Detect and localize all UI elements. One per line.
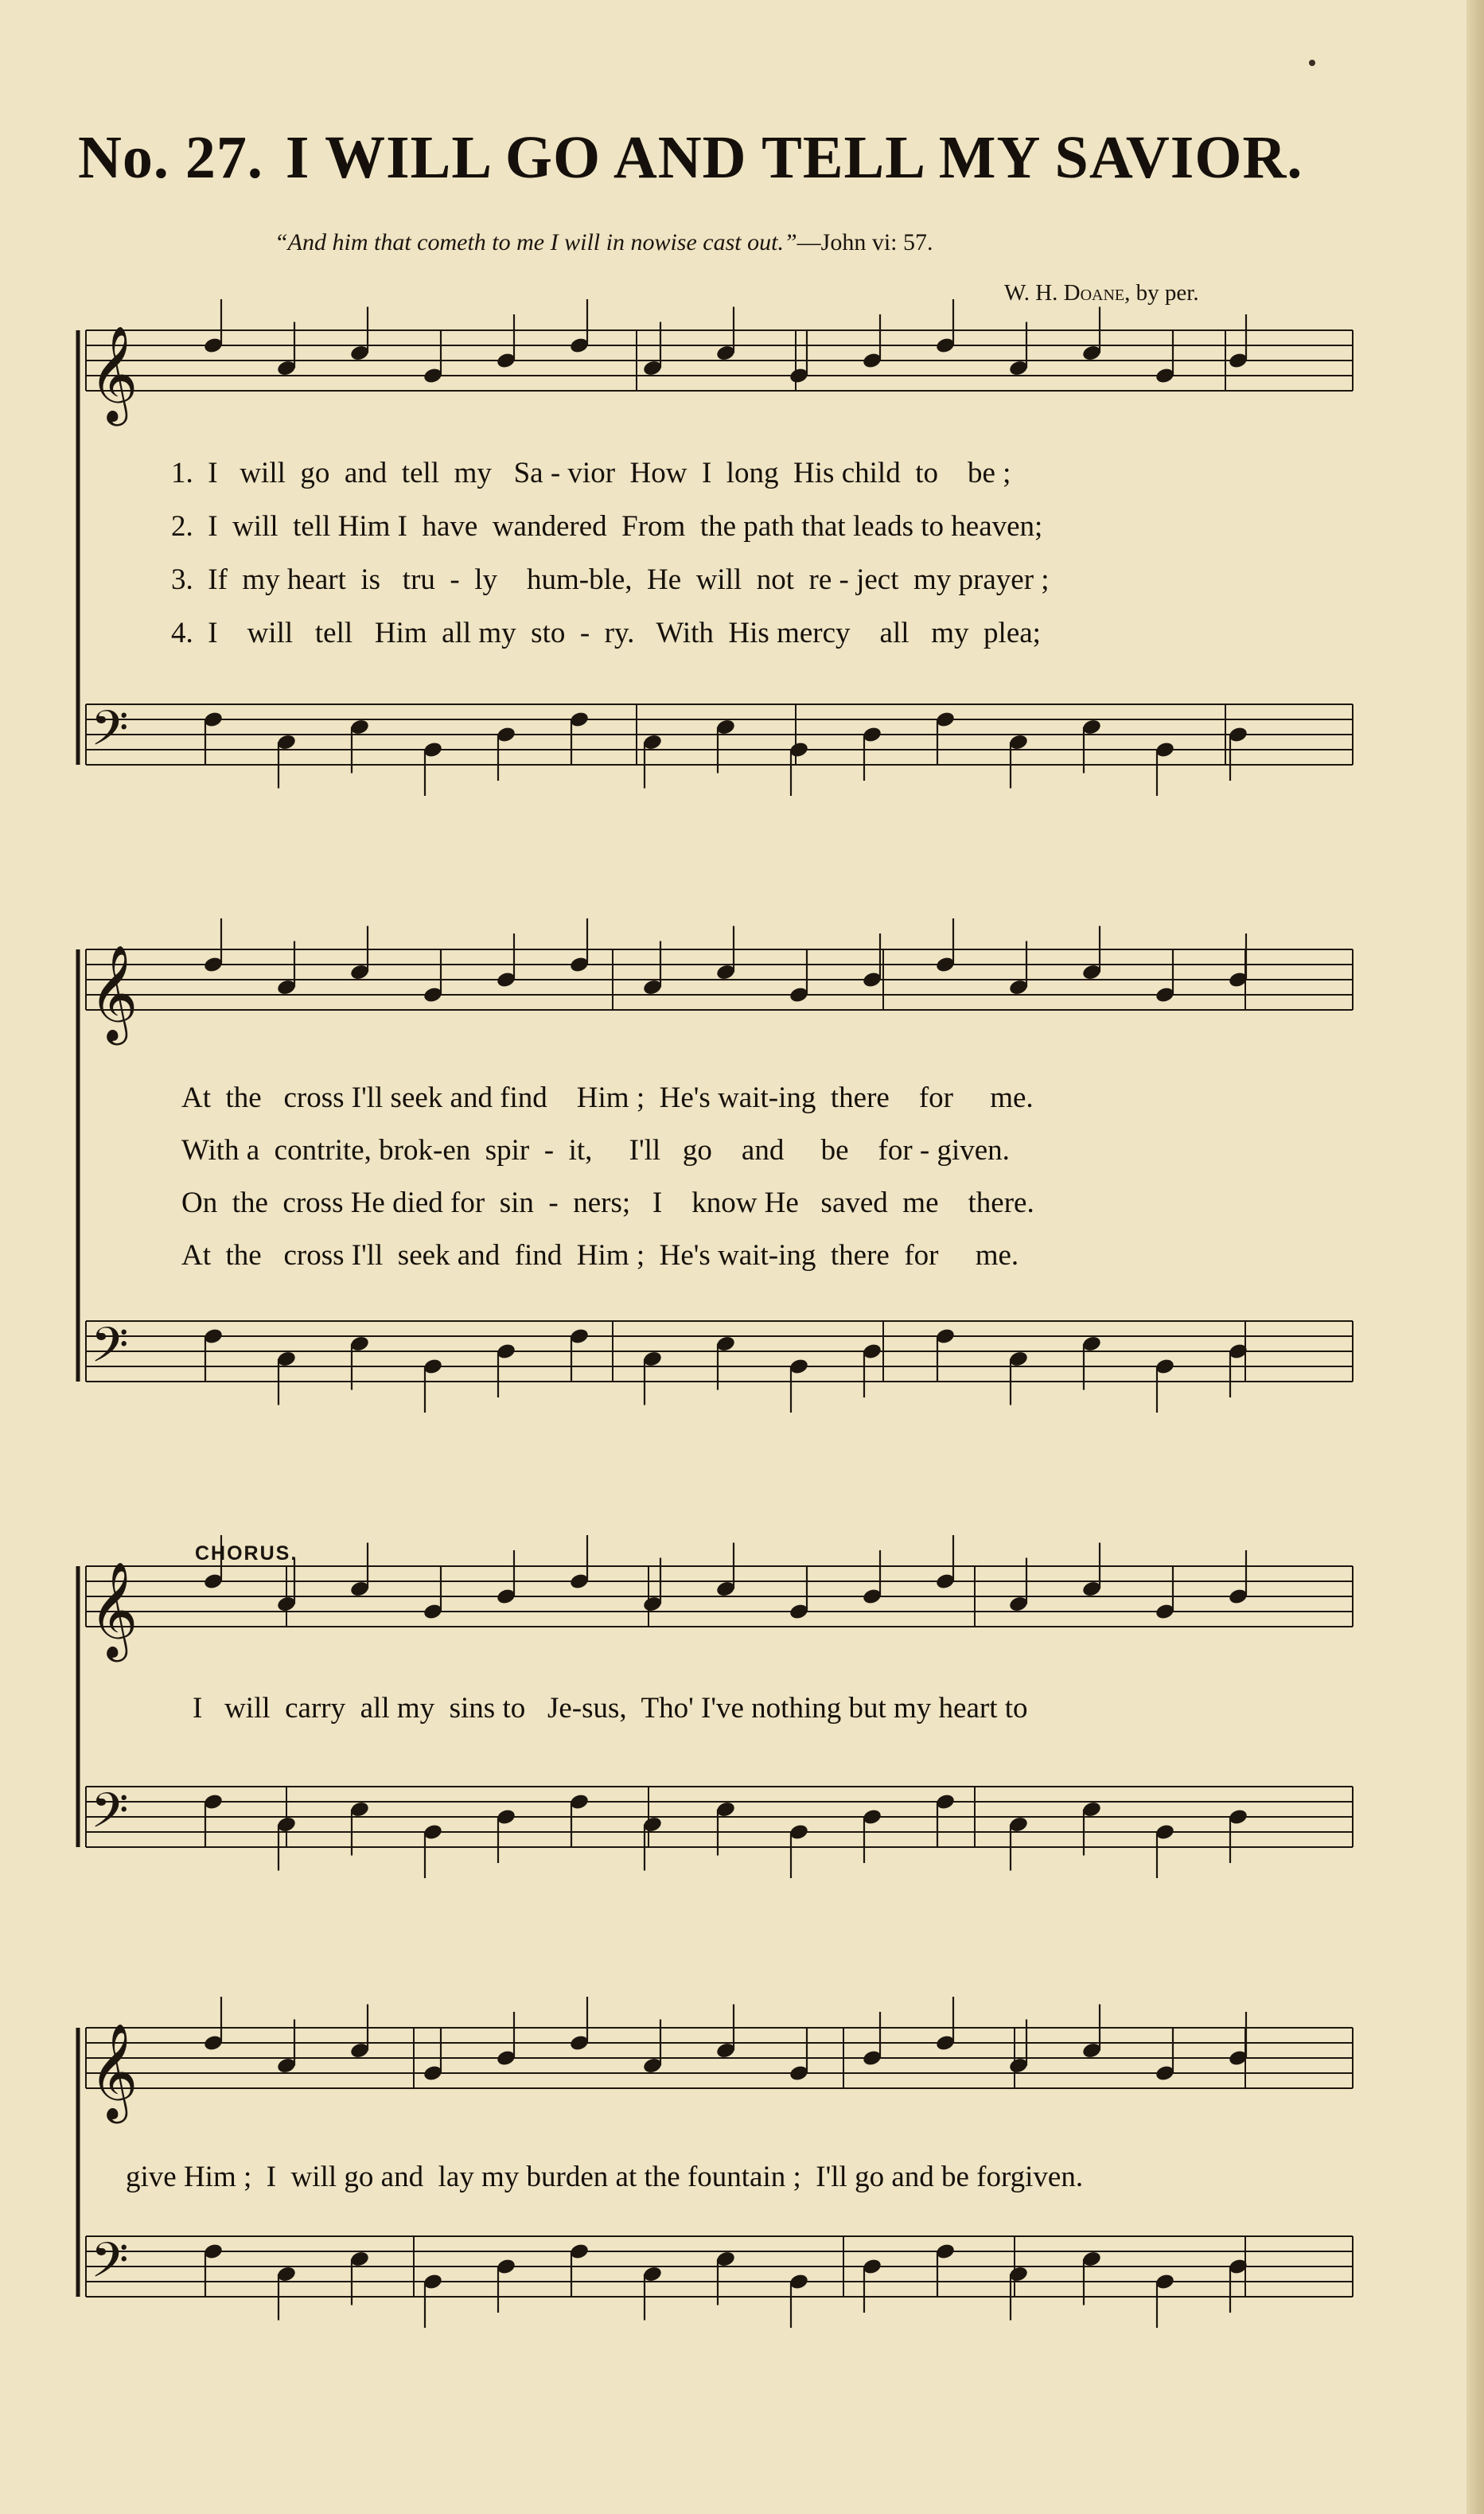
refrain-line-1: At the cross I'll seek and find Him ; He's wait-ing there for me. — [181, 1082, 1034, 1114]
refrain-line-3: On the cross He died for sin - ners; I know He saved me there. — [181, 1187, 1034, 1219]
hymn-number: No. 27. — [78, 124, 263, 191]
refrain-line-4: At the cross I'll seek and find Him ; He's wait-ing there for me. — [181, 1239, 1019, 1272]
system-2-treble-clef: 𝄞 — [89, 944, 138, 1041]
composer-note: by per. — [1130, 280, 1199, 306]
epigraph-reference: —John vi: 57. — [797, 229, 933, 255]
chorus-line-2: give Him ; I will go and lay my burden at the fountain ; I'll go and be forgiven. — [126, 2161, 1084, 2193]
system-1-bass-clef: 𝄢 — [91, 700, 129, 769]
composer-name: W. H. Doane, — [1004, 280, 1131, 306]
chorus-label: CHORUS. — [195, 1542, 298, 1565]
system-4-bass-clef: 𝄢 — [91, 2232, 129, 2301]
hymn-title: I WILL GO AND TELL MY SAVIOR. — [285, 124, 1303, 191]
verse-line-1: 1. I will go and tell my Sa - vior How I long His child to be ; — [171, 457, 1011, 489]
verse-line-4: 4. I will tell Him all my sto - ry. With His mercy all my plea; — [171, 617, 1041, 649]
system-3-bass-clef: 𝄢 — [91, 1783, 129, 1851]
epigraph-quote: “And him that cometh to me I will in nowise cast out.” — [275, 229, 797, 255]
verse-line-3: 3. If my heart is tru - ly hum-ble, He will not re - ject my prayer ; — [171, 563, 1050, 596]
refrain-line-2: With a contrite, brok-en spir - it, I'll go and be for - given. — [181, 1134, 1010, 1167]
system-2-bass-clef: 𝄢 — [91, 1317, 129, 1386]
chorus-line-1: I will carry all my sins to Je-sus, Tho' I've nothing but my heart to — [193, 1692, 1028, 1725]
system-3-treble-clef: 𝄞 — [89, 1561, 138, 1658]
system-1-treble-clef: 𝄞 — [89, 325, 138, 422]
score-graphics — [78, 299, 1353, 2328]
verse-line-2: 2. I will tell Him I have wandered From the path that leads to heaven; — [171, 510, 1043, 543]
page-edge — [1466, 0, 1484, 2514]
system-4-treble-clef: 𝄞 — [89, 2022, 138, 2119]
